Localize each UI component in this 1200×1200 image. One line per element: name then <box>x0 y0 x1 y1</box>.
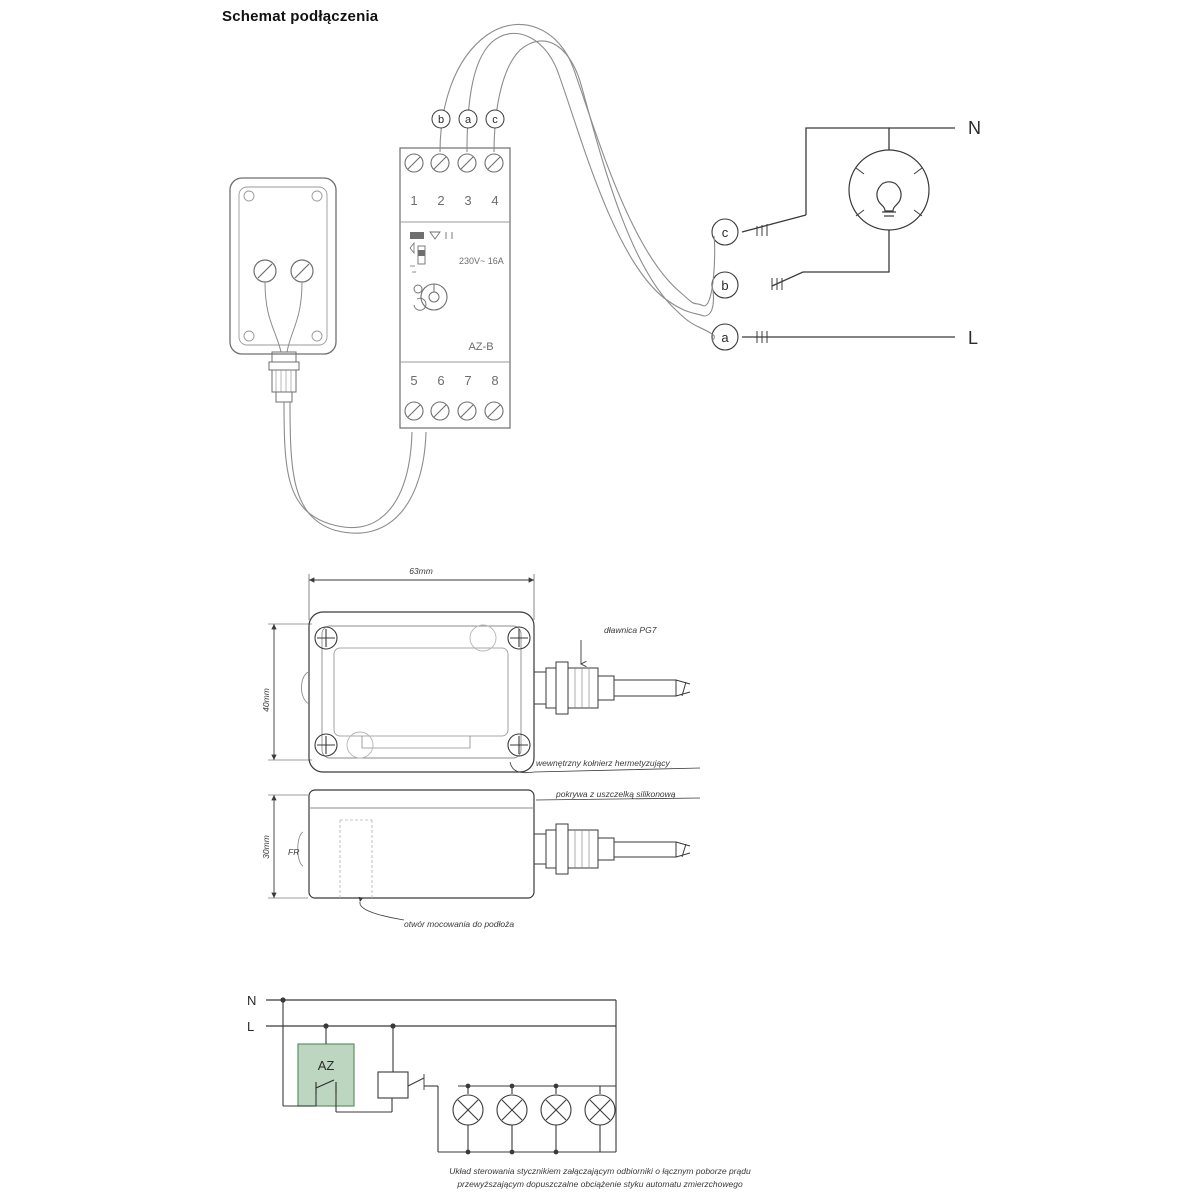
module-model-label: AZ-B <box>468 341 494 353</box>
lead-badge-b: b <box>721 278 729 293</box>
module-terminal-5: 5 <box>410 373 418 388</box>
lead-badges <box>712 219 738 350</box>
page-title: Schemat podłączenia <box>222 8 379 25</box>
badge-a: a <box>464 114 472 126</box>
schematic-caption-line1: Układ sterowania stycznikiem załączającym odbiorniki o łącznym poborze prądu <box>449 1166 751 1176</box>
top-view-width-label: 63mm <box>409 566 433 576</box>
side-view-drawing <box>261 789 700 929</box>
top-view-height-label: 40mm <box>261 688 271 712</box>
lead-badge-a: a <box>721 330 729 345</box>
schematic-caption-line2: przewyższającym dopuszczalne obciążenie styku automatu zmierzchowego <box>457 1179 743 1189</box>
lead-badge-c: c <box>721 225 729 240</box>
top-view-drawing <box>261 566 700 773</box>
schematic-neutral-label: N <box>247 993 257 1008</box>
mount-annotation: otwór mocowania do podłoża <box>404 919 515 929</box>
cable-gland-side <box>534 824 690 874</box>
cover-annotation: pokrywa z uszczelką silikonową <box>556 789 676 799</box>
module-terminal-1: 1 <box>410 193 418 208</box>
module-terminal-8: 8 <box>491 373 499 388</box>
side-view-height-label: 30mm <box>261 835 271 859</box>
cable-gland-top <box>534 662 690 714</box>
module-terminal-6: 6 <box>437 373 445 388</box>
mains-live-label: L <box>968 328 979 348</box>
badge-b: b <box>437 114 445 126</box>
module-terminal-7: 7 <box>464 373 472 388</box>
mains-neutral-label: N <box>968 118 981 138</box>
wiring-diagram-group <box>230 24 981 533</box>
schematic-live-label: L <box>247 1019 255 1034</box>
az-device-label: AZ <box>317 1058 335 1073</box>
contactor-schematic-group <box>247 993 751 1189</box>
lamp-symbol <box>849 150 929 230</box>
fr-label: FR <box>288 847 300 857</box>
module-rating-label: 230V~ 16A <box>459 256 504 266</box>
module-terminal-3: 3 <box>464 193 472 208</box>
sensor-terminal-badges <box>432 110 504 128</box>
gland-annotation: dławnica PG7 <box>604 625 657 635</box>
sensor-housing <box>230 178 336 402</box>
module-terminal-2: 2 <box>437 193 445 208</box>
flange-annotation: wewnętrzny kołnierz hermetyzujący <box>536 758 670 768</box>
module-terminal-4: 4 <box>491 193 499 208</box>
badge-c: c <box>492 114 498 126</box>
